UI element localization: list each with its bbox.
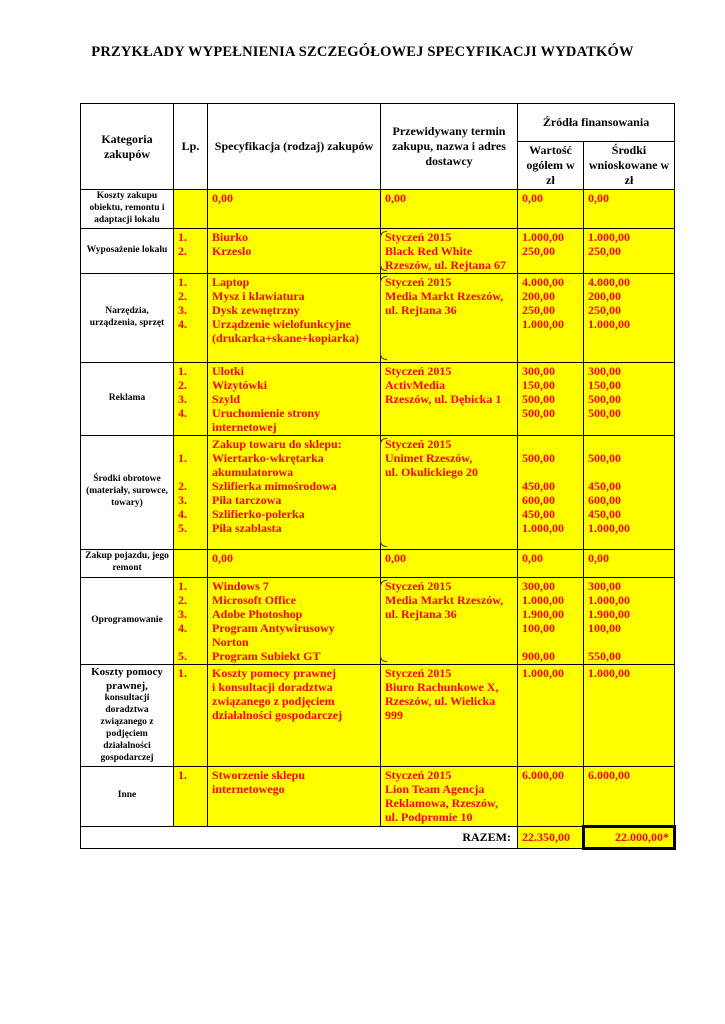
srodki-cell-line: 300,00	[588, 578, 621, 593]
spec-cell-line: (drukarka+skane+kopiarka)	[212, 330, 360, 345]
supplier-cell-line: ul. Rejtana 36	[385, 302, 457, 317]
srodki-cell-line: 450,00	[588, 478, 621, 493]
category-label: Zakup pojazdu, jego remont	[85, 551, 169, 574]
wartosc-cell-line	[522, 465, 579, 479]
lp-cell-line: 3.	[178, 302, 187, 317]
supplier-cell-line: 0,00	[385, 550, 406, 565]
spec-cell-line: Laptop	[212, 274, 250, 289]
bracket-mark	[380, 276, 387, 360]
supplier-cell-line: Styczeń 2015	[385, 665, 452, 680]
srodki-cell-line: 0,00	[588, 550, 609, 565]
srodki-cell-line	[588, 465, 670, 479]
spec-cell-line: Szlifierka mimośrodowa	[212, 478, 337, 493]
header-wartosc: Wartość ogólem w zł	[518, 142, 584, 190]
wartosc-cell-line: 500,00	[522, 391, 555, 406]
supplier-cell	[381, 273, 518, 362]
srodki-cell	[584, 190, 675, 229]
supplier-cell-line: 999	[385, 707, 403, 722]
lp-cell-line: 4.	[178, 405, 187, 420]
wartosc-cell-line: 1.000,00	[522, 316, 564, 331]
category-cell	[81, 664, 174, 766]
lp-cell-line: 2.	[178, 288, 187, 303]
supplier-cell-line: ul. Podpromie 10	[385, 809, 473, 824]
wartosc-cell-line: 500,00	[522, 405, 555, 420]
srodki-cell-line: 600,00	[588, 492, 621, 507]
spec-cell-line: Zakup towaru do sklepu:	[212, 436, 342, 451]
bracket-mark	[380, 231, 387, 271]
wartosc-cell-line: 300,00	[522, 363, 555, 378]
lp-cell-line: 2.	[178, 243, 187, 258]
wartosc-cell	[518, 362, 584, 435]
spec-cell	[208, 577, 381, 664]
supplier-cell-line: Rzeszów, ul. Dębicka 1	[385, 391, 502, 406]
lp-cell-line: 1.	[178, 665, 187, 680]
spec-cell-line: Norton	[212, 634, 249, 649]
supplier-cell	[381, 664, 518, 766]
spec-cell-line: Mysz i klawiatura	[212, 288, 305, 303]
lp-cell-line: 3.	[178, 492, 187, 507]
srodki-cell-line: 1.000,00	[588, 229, 630, 244]
lp-cell-line: 1.	[178, 767, 187, 782]
spec-cell-line: Dysk zewnętrzny	[212, 302, 300, 317]
category-detail-label: konsultacji doradztwa związanego z podjęciem działalności gospodarczej	[100, 693, 154, 763]
srodki-cell	[584, 362, 675, 435]
lp-cell	[174, 273, 208, 362]
spec-cell-line: i konsultacji doradztwa	[212, 679, 333, 694]
wartosc-cell-line: 1.000,00	[522, 229, 564, 244]
supplier-cell-line: Rzeszów, ul. Wielicka	[385, 693, 496, 708]
wartosc-cell	[518, 273, 584, 362]
supplier-cell-line: 0,00	[385, 191, 406, 205]
lp-cell-line: 2.	[178, 592, 187, 607]
supplier-cell-line: Unimet Rzeszów,	[385, 450, 473, 465]
category-cell	[81, 766, 174, 826]
bracket-mark	[380, 580, 387, 662]
header-srodki: Środki wnioskowane w zł	[584, 142, 675, 190]
wartosc-cell-line: 450,00	[522, 506, 555, 521]
wartosc-cell	[518, 664, 584, 766]
table-row	[81, 190, 675, 229]
srodki-cell-line: 150,00	[588, 377, 621, 392]
spec-cell-line: Wiertarko-wkrętarka	[212, 450, 324, 465]
spec-cell-line: Ulotki	[212, 363, 245, 378]
table-row	[81, 577, 675, 664]
supplier-cell	[381, 362, 518, 435]
category-label: Oprogramowanie	[91, 614, 163, 625]
supplier-cell-line: Black Red White	[385, 243, 473, 258]
srodki-cell	[584, 577, 675, 664]
wartosc-cell-line: 900,00	[522, 648, 555, 663]
wartosc-cell	[518, 435, 584, 549]
supplier-cell	[381, 549, 518, 577]
spec-cell	[208, 664, 381, 766]
srodki-cell-line: 4.000,00	[588, 274, 630, 289]
supplier-cell	[381, 577, 518, 664]
spec-cell-line: Urządzenie wielofunkcyjne	[212, 316, 351, 331]
spec-cell-line: akumulatorowa	[212, 464, 294, 479]
spec-cell-line: Piła szablasta	[212, 520, 282, 535]
category-cell	[81, 228, 174, 273]
wartosc-cell-line	[522, 635, 579, 649]
category-label: Środki obrotowe (materiały, surowce, towary)	[86, 474, 168, 509]
total-row	[81, 826, 675, 848]
srodki-cell-line	[588, 635, 670, 649]
lp-cell-line: 3.	[178, 391, 187, 406]
supplier-cell-line: Media Markt Rzeszów,	[385, 288, 504, 303]
supplier-cell-line: Styczeń 2015	[385, 578, 452, 593]
spec-cell-line: 0,00	[212, 550, 233, 565]
srodki-cell-line: 1.000,00	[588, 520, 630, 535]
wartosc-cell-line: 450,00	[522, 478, 555, 493]
header-specyfikacja: Specyfikacja (rodzaj) zakupów	[208, 104, 381, 190]
wartosc-cell-line: 4.000,00	[522, 274, 564, 289]
srodki-cell	[584, 766, 675, 826]
category-label: Narzędzia, urządzenia, sprzęt	[89, 305, 165, 328]
srodki-cell-line: 500,00	[588, 450, 621, 465]
srodki-cell-line: 1.000,00	[588, 665, 630, 680]
spec-cell	[208, 766, 381, 826]
spec-cell-line: Uruchomienie strony	[212, 405, 321, 420]
lp-cell	[174, 190, 208, 229]
wartosc-cell-line: 100,00	[522, 620, 555, 635]
header-kategoria: Kategoria zakupów	[81, 104, 174, 190]
srodki-cell-line: 250,00	[588, 243, 621, 258]
srodki-cell-line: 550,00	[588, 648, 621, 663]
wartosc-cell-line: 200,00	[522, 288, 555, 303]
table-row	[81, 362, 675, 435]
srodki-cell	[584, 664, 675, 766]
lp-cell	[174, 766, 208, 826]
spec-cell	[208, 362, 381, 435]
srodki-cell-line: 100,00	[588, 620, 621, 635]
supplier-cell	[381, 435, 518, 549]
supplier-cell	[381, 228, 518, 273]
table-row	[81, 766, 675, 826]
lp-cell-line: 5.	[178, 520, 187, 535]
category-main-label: Koszty pomocy prawnej,	[91, 665, 163, 692]
spec-cell-line: Szyld	[212, 391, 241, 406]
spec-cell-line: Piła tarczowa	[212, 492, 282, 507]
wartosc-cell	[518, 190, 584, 229]
supplier-cell-line: ul. Rejtana 36	[385, 606, 457, 621]
lp-cell	[174, 664, 208, 766]
spec-cell-line: Windows 7	[212, 578, 269, 593]
supplier-cell	[381, 190, 518, 229]
wartosc-cell-line: 0,00	[522, 191, 543, 205]
spec-cell-line: Biurko	[212, 229, 249, 244]
spec-cell-line: Program Antywirusowy	[212, 620, 335, 635]
table-row	[81, 228, 675, 273]
lp-cell	[174, 228, 208, 273]
header-zrodla: Źródła finansowania	[518, 104, 675, 142]
lp-cell-line: 1.	[178, 578, 187, 593]
wartosc-cell-line	[522, 437, 579, 451]
supplier-cell-line: Lion Team Agencja	[385, 781, 485, 796]
lp-cell-line: 2.	[178, 478, 187, 493]
srodki-cell-line: 0,00	[588, 191, 609, 205]
category-cell	[81, 577, 174, 664]
category-cell	[81, 190, 174, 229]
supplier-cell-line: Rzeszów, ul. Rejtana 67	[385, 257, 506, 272]
spec-cell-line: 0,00	[212, 191, 233, 205]
wartosc-cell-line: 6.000,00	[522, 767, 564, 782]
spec-cell	[208, 435, 381, 549]
lp-cell-line: 5.	[178, 648, 187, 663]
supplier-cell-line: Reklamowa, Rzeszów,	[385, 795, 498, 810]
total-wartosc: 22.350,00	[518, 826, 584, 848]
table-row	[81, 664, 675, 766]
category-label: Koszty zakupu obiektu, remontu i adaptacji lokalu	[89, 191, 165, 225]
supplier-cell-line: ActivMedia	[385, 377, 445, 392]
spec-cell-line: działalności gospodarczej	[212, 707, 343, 722]
wartosc-cell-line: 1.000,00	[522, 665, 564, 680]
lp-cell-line: 1.	[178, 363, 187, 378]
spec-cell-line: związanego z podjęciem	[212, 693, 335, 708]
srodki-cell	[584, 228, 675, 273]
lp-cell-line	[178, 437, 203, 451]
spec-cell	[208, 549, 381, 577]
lp-cell	[174, 435, 208, 549]
lp-cell-line: 1.	[178, 274, 187, 289]
srodki-cell-line: 450,00	[588, 506, 621, 521]
srodki-cell-line: 250,00	[588, 302, 621, 317]
wartosc-cell	[518, 766, 584, 826]
wartosc-cell-line: 1.000,00	[522, 592, 564, 607]
spec-cell-line: Szlifierko-polerka	[212, 506, 305, 521]
srodki-cell-line: 200,00	[588, 288, 621, 303]
wartosc-cell-line: 500,00	[522, 450, 555, 465]
category-cell	[81, 362, 174, 435]
spec-cell	[208, 273, 381, 362]
lp-cell-line	[178, 465, 203, 479]
lp-cell-line	[178, 635, 203, 649]
wartosc-cell-line: 150,00	[522, 377, 555, 392]
header-termin: Przewidywany termin zakupu, nazwa i adres dostawcy	[381, 104, 518, 190]
supplier-cell-line: ul. Okulickiego 20	[385, 464, 479, 479]
expense-specification-table	[80, 103, 676, 850]
spec-cell-line: Koszty pomocy prawnej	[212, 665, 336, 680]
category-label: Wyposażenie lokalu	[86, 244, 168, 255]
lp-cell-line	[178, 551, 203, 565]
wartosc-cell	[518, 549, 584, 577]
table-row	[81, 435, 675, 549]
wartosc-cell	[518, 577, 584, 664]
supplier-cell-line: Styczeń 2015	[385, 436, 452, 451]
table-row	[81, 549, 675, 577]
wartosc-cell-line: 250,00	[522, 302, 555, 317]
srodki-cell-line: 1.000,00	[588, 316, 630, 331]
lp-cell-line: 4.	[178, 506, 187, 521]
lp-cell-line: 3.	[178, 606, 187, 621]
supplier-cell-line: Biuro Rachunkowe X,	[385, 679, 499, 694]
supplier-cell-line: Styczeń 2015	[385, 229, 452, 244]
supplier-cell	[381, 766, 518, 826]
table-row	[81, 273, 675, 362]
spec-cell-line: Wizytówki	[212, 377, 268, 392]
category-label: Inne	[117, 790, 137, 801]
wartosc-cell-line: 250,00	[522, 243, 555, 258]
lp-cell	[174, 577, 208, 664]
spec-cell-line: Microsoft Office	[212, 592, 297, 607]
spec-cell-line: Stworzenie sklepu	[212, 767, 305, 782]
wartosc-cell-line: 1.900,00	[522, 606, 564, 621]
lp-cell-line: 2.	[178, 377, 187, 392]
spec-cell	[208, 228, 381, 273]
header-lp: Lp.	[174, 104, 208, 190]
srodki-cell	[584, 435, 675, 549]
srodki-cell	[584, 549, 675, 577]
supplier-cell-line: Styczeń 2015	[385, 767, 452, 782]
supplier-cell-line: Styczeń 2015	[385, 363, 452, 378]
lp-cell-line: 4.	[178, 620, 187, 635]
category-cell	[81, 435, 174, 549]
total-srodki: 22.000,00*	[584, 826, 675, 848]
lp-cell-line: 1.	[178, 450, 187, 465]
page-title: PRZYKŁADY WYPEŁNIENIA SZCZEGÓŁOWEJ SPECYFIKACJI WYDATKÓW	[91, 44, 634, 60]
category-label: Reklama	[108, 392, 146, 403]
srodki-cell-line: 500,00	[588, 405, 621, 420]
category-cell	[81, 273, 174, 362]
spec-cell	[208, 190, 381, 229]
lp-cell	[174, 362, 208, 435]
supplier-cell-line: Media Markt Rzeszów,	[385, 592, 504, 607]
srodki-cell-line: 500,00	[588, 391, 621, 406]
srodki-cell-line	[588, 437, 670, 451]
total-label: RAZEM:	[81, 826, 518, 848]
lp-cell-line	[178, 191, 203, 205]
wartosc-cell-line: 300,00	[522, 578, 555, 593]
srodki-cell-line: 300,00	[588, 363, 621, 378]
spec-cell-line: Program Subiekt GT	[212, 648, 321, 663]
lp-cell-line: 4.	[178, 316, 187, 331]
wartosc-cell-line: 1.000,00	[522, 520, 564, 535]
lp-cell	[174, 549, 208, 577]
srodki-cell-line: 1.900,00	[588, 606, 630, 621]
lp-cell-line: 1.	[178, 229, 187, 244]
spec-cell-line: Krzeslo	[212, 243, 252, 258]
srodki-cell	[584, 273, 675, 362]
bracket-mark	[380, 438, 387, 547]
category-cell	[81, 549, 174, 577]
srodki-cell-line: 1.000,00	[588, 592, 630, 607]
spec-cell-line: Adobe Photoshop	[212, 606, 303, 621]
wartosc-cell	[518, 228, 584, 273]
srodki-cell-line: 6.000,00	[588, 767, 630, 782]
wartosc-cell-line: 600,00	[522, 492, 555, 507]
supplier-cell-line: Styczeń 2015	[385, 274, 452, 289]
spec-cell-line: internetowej	[212, 419, 277, 434]
wartosc-cell-line: 0,00	[522, 550, 543, 565]
spec-cell-line: internetowego	[212, 781, 285, 796]
